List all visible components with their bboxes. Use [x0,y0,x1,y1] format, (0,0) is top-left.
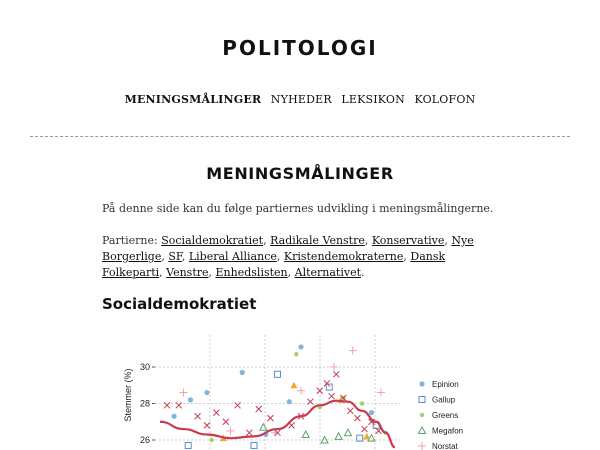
legend-label-megafon: Megafon [432,426,464,436]
party-link-liberal-alliance[interactable]: Liberal Alliance [188,250,277,263]
party-link-radikale-venstre[interactable]: Radikale Venstre [270,234,365,247]
party-link-nye-borgerlige[interactable]: Nye Borgerlige [102,234,474,263]
nav-item-nyheder[interactable]: NYHEDER [270,93,332,106]
party-link-alternativet[interactable]: Alternativet [294,266,362,279]
y-tick-label: 28 [139,398,150,409]
point-epinion [240,370,245,375]
point-epinion [369,410,374,415]
legend-marker-megafon [419,427,426,434]
y-tick-label: 26 [139,435,150,445]
legend-label-greens: Greens [432,411,459,420]
party-link-sf[interactable]: SF [168,250,182,263]
legend-label-gallup: Gallup [432,395,456,405]
party-link-dansk-folkeparti[interactable]: Dansk Folkeparti [102,250,446,279]
point-epinion [188,397,193,402]
chart-legend [418,380,463,450]
point-epinion [172,414,177,419]
site-title[interactable]: POLITOLOGI [222,36,378,60]
legend-marker-greens [420,413,424,417]
party-link-konservative[interactable]: Konservative [371,234,445,247]
legend-label-norstat: Norstat [432,442,458,450]
y-axis [140,362,155,445]
party-link-venstre[interactable]: Venstre [166,266,209,279]
parties-label: Partierne: [102,234,158,247]
page-title: MENINGSMÅLINGER [206,164,394,183]
point-epinion [287,399,292,404]
section-title-socialdemokratiet: Socialdemokratiet [102,295,257,313]
y-axis-label: Stemmer (%) [123,368,133,422]
legend-label-epinion: Epinion [432,380,459,389]
party-link-enhedslisten[interactable]: Enhedslisten [215,266,288,279]
point-greens [360,401,364,405]
party-links: Partierne: Socialdemokratiet, Radikale Venstre, Konservative, Nye Borgerlige, SF, Liberal Alliance, Kristendemokraterne, Dansk Folkeparti, Venstre, Enhedslisten, Alternativet. [102,234,474,279]
legend-marker-epinion [419,381,424,386]
point-greens [294,352,298,356]
point-epinion [298,344,303,349]
point-epinion [204,390,209,395]
intro-text: På denne side kan du følge partiernes udvikling i meningsmålingerne. [102,202,494,215]
legend-marker-norstat [418,442,426,450]
legend-marker-gallup [419,397,425,403]
nav-item-kolofon[interactable]: KOLOFON [414,93,476,106]
party-link-kristendemokraterne[interactable]: Kristendemokraterne [283,250,404,263]
y-tick-label: 30 [139,362,150,372]
nav-item-meningsmalinger[interactable]: MENINGSMÅLINGER [124,93,262,106]
nav-item-leksikon[interactable]: LEKSIKON [341,93,405,106]
point-greens [210,438,214,442]
party-link-socialdemokratiet[interactable]: Socialdemokratiet [161,234,264,247]
